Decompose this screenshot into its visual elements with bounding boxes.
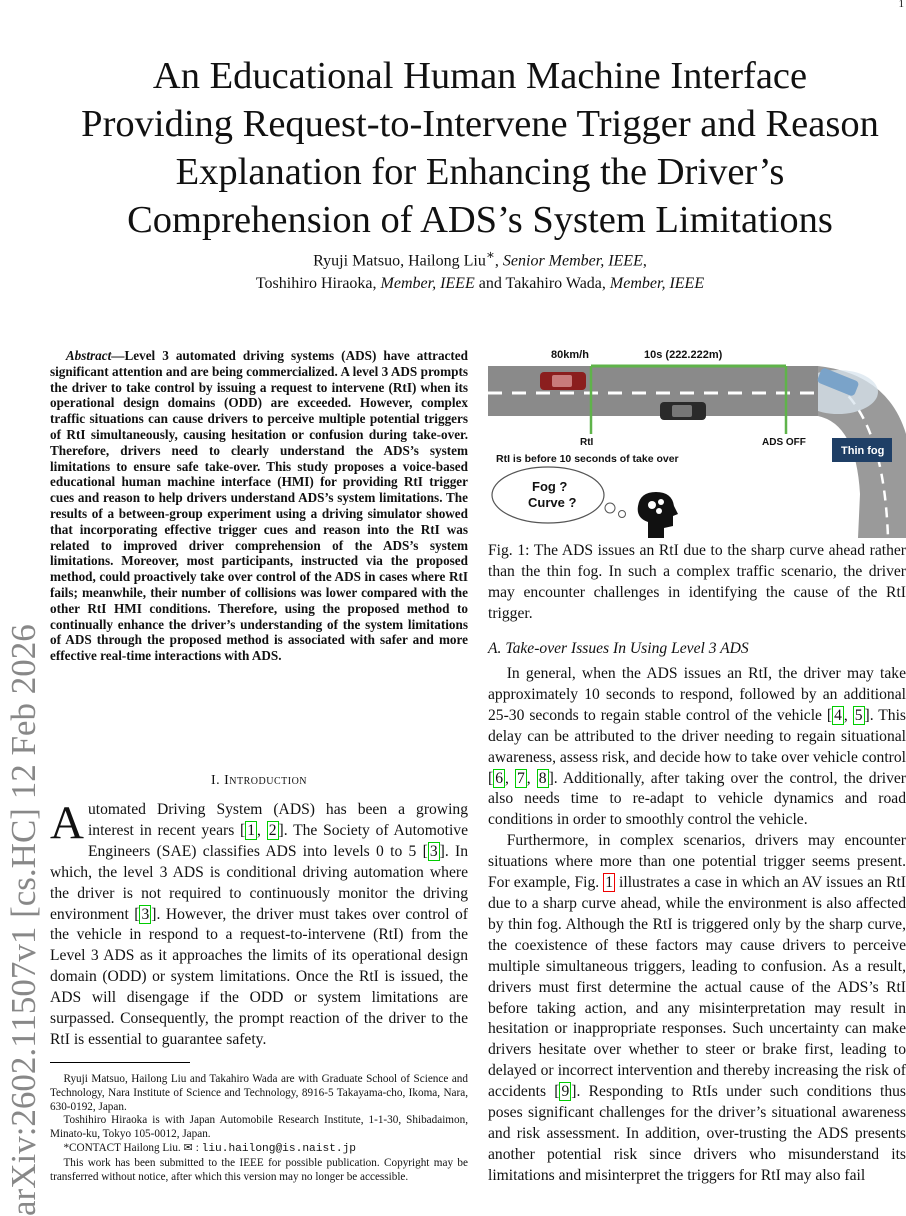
footnote-rule	[50, 1062, 190, 1063]
drop-cap: A	[50, 797, 84, 849]
author-list	[40, 243, 906, 295]
red-car	[540, 372, 586, 390]
footnote-affiliation-2: Toshihiro Hiraoka is with Japan Automobile Research Institute, 1-1-30, Shibadaimon, Minato-ku, Tokyo 105-0012, Japan.	[50, 1114, 468, 1141]
paragraph: Furthermore, in complex scenarios, drivers may encounter situations where more than one potential trigger seems present. For example, Fig. 1 illustrates a case in which an AV issues an RtI due to a sharp curve ahead, while the environment is also affected by thin fog. Although the RtI is triggered only by the sharp curve, the coexistence of these factors may cause drivers to perceive multiple simultaneous triggers, leading to confusion. As a result, drivers must first determine the actual cause of the ADS’s RtI before taking action, and any misinterpretation may result in hesitation or inappropriate responses. Such uncertainty can make drivers hesitate over whether to steer or brake first, leading to delayed or incorrect intervention and thereby increasing the risk of accidents [ 9 ]. Responding to RtIs under such conditions thus poses significant challenges for the driver’s situational awareness and risk assessment. In addition, over-trusting the ADS presents another potential risk since drivers who misunderstand its limitations and misinterpret the triggers for RtI may also fail	[488, 832, 906, 1184]
citation-link[interactable]: 3	[429, 842, 438, 860]
subsection-heading: A. Take-over Issues In Using Level 3 ADS	[488, 640, 749, 657]
fog-badge-label: Thin fog	[841, 445, 885, 457]
rti-note: RtI is before 10 seconds of take over	[496, 453, 679, 465]
figure-ref-link[interactable]: 1	[605, 874, 613, 892]
page-number: 1	[898, 0, 904, 10]
citation-link[interactable]: 4	[834, 706, 842, 724]
section-heading: I. Introduction	[210, 773, 308, 788]
citation-link[interactable]: 9	[561, 1083, 570, 1101]
ads-off-label: ADS OFF	[762, 437, 806, 448]
citation-link[interactable]: 3	[141, 905, 150, 923]
title-line: An Educational Human Machine Interface	[152, 55, 808, 97]
envelope-icon: ✉	[183, 1141, 193, 1154]
footnotes	[50, 1062, 468, 1184]
title-line: Providing Request-to-Intervene Trigger and Reason	[81, 103, 879, 145]
author-line-2: Toshihiro Hiraoka, Member, IEEE and Takahiro Wada, Member, IEEE	[255, 275, 705, 293]
abstract	[50, 348, 468, 664]
figure-1-caption: Fig. 1: The ADS issues an RtI due to the sharp curve ahead rather than the thin fog. In such a complex traffic scenario, the driver may encounter challenges in identifying the cause of the RtI trigger.	[488, 542, 906, 622]
thought-line-2: Curve ?	[528, 495, 577, 510]
citation-link[interactable]: 5	[854, 706, 863, 724]
citation-link[interactable]: 2	[268, 821, 277, 839]
duration-label: 10s (222.222m)	[644, 349, 723, 361]
author-line-1: Ryuji Matsuo, Hailong Liu∗, Senior Member, IEEE,	[313, 247, 647, 270]
title-line: Explanation for Enhancing the Driver’s	[175, 151, 785, 193]
thinking-head-icon	[638, 492, 678, 538]
paper-title	[40, 52, 906, 244]
figure-1-illustration	[488, 344, 906, 538]
citation-link[interactable]: 1	[247, 821, 256, 839]
footnote-contact: *CONTACT Hailong Liu. ✉ : liu.hailong@is.naist.jp	[63, 1141, 357, 1155]
thought-dot	[619, 511, 626, 518]
citation-link[interactable]: 6	[495, 769, 503, 787]
rti-label: RtI	[580, 437, 594, 448]
footnote-copyright: This work has been submitted to the IEEE for possible publication. Copyright may be transferred without notice, after which this version may no longer be accessible.	[50, 1156, 468, 1183]
abstract-text: —Level 3 automated driving systems (ADS) have attracted significant attention and are being commercialized. A level 3 ADS prompts the driver to take control by issuing a request to intervene (RtI) when its operational design domains (ODD) are exceeded. However, complex traffic situations can cause drivers to perceive multiple potential triggers of RtI simultaneously, causing hesitation or confusion during take-over. Therefore, drivers need to clearly understand the ADS’s system limitations to ensure safe take-over. This study proposes a voice-based educational human machine interface (HMI) for providing RtI trigger cues and reason to help drivers understand ADS’s system limitations. The results of a between-group experiment using a driving simulator showed that incorporating effective trigger cues and reason into the RtI was related to improved driver comprehension of the ADS’s system limitations. Moreover, most participants, instructed via the proposed method, could proactively take over control of the ADS in cases where RtI fails; meanwhile, their number of collisions was lower compared with the other RtI HMI conditions. Therefore, using the proposed method to continually enhance the driver’s understanding of the system limitations of ADS through the proposed method is associated with safer and more effective real-time interactions with ADS.	[50, 348, 468, 664]
ego-car	[660, 402, 706, 420]
figure-1	[488, 344, 906, 538]
speed-label: 80km/h	[551, 349, 589, 361]
contact-email[interactable]: liu.hailong@is.naist.jp	[201, 1142, 357, 1155]
citation-link[interactable]: 7	[517, 769, 525, 787]
title-line: Comprehension of ADS’s System Limitations	[127, 199, 833, 241]
thought-dot	[605, 503, 615, 513]
thought-line-1: Fog ?	[532, 479, 568, 494]
footnote-affiliation-1: Ryuji Matsuo, Hailong Liu and Takahiro Wada are with Graduate School of Science and Technology, Nara Institute of Science and Technology, 8916-5 Takayama-cho, Ikoma, Nara, 630-0192, Japan.	[50, 1073, 468, 1113]
right-column-text	[488, 664, 906, 1187]
abstract-label: Abstract	[65, 348, 112, 363]
arxiv-identifier: arXiv:2602.11507v1 [cs.HC] 12 Feb 2026	[4, 624, 43, 1216]
citation-link[interactable]: 8	[538, 769, 547, 787]
paragraph: In general, when the ADS issues an RtI, the driver may take approximately 10 seconds to respond, followed by an additional 25-30 seconds to regain stable control of the vehicle [ 4 , 5 ]. This delay can be attributed to the driver needing to regain situational awareness, assess risk, and decide how to take over vehicle control [ 6 , 7 , 8 ]. Additionally, after taking over the control, the driver also needs time to re-adapt to vehicle dynamics and road conditions in order to smoothly control the vehicle.	[488, 665, 906, 829]
straight-road	[488, 366, 818, 416]
introduction-text: Automated Driving System (ADS) has been a growing interest in recent years [ 1 , 2 ]. The Society of Automotive Engineers (SAE) classifies ADS into levels 0 to 5 [ 3 ]. In which, the level 3 ADS is conditional driving automation where the driver is not required to continuously monitor the driving environment [ 3 ]. However, the driver must takes over control of the vehicle in respond to a request-to-intervene (RtI) from the Level 3 ADS as it approaches the limits of its operational design domain (ODD) or system limitations. Once the RtI is issued, the ADS will disengage if the ODD or system limitations are surpassed. Consequently, the prompt reaction of the driver to the RtI is essential to guarantee safety.	[50, 797, 469, 1048]
